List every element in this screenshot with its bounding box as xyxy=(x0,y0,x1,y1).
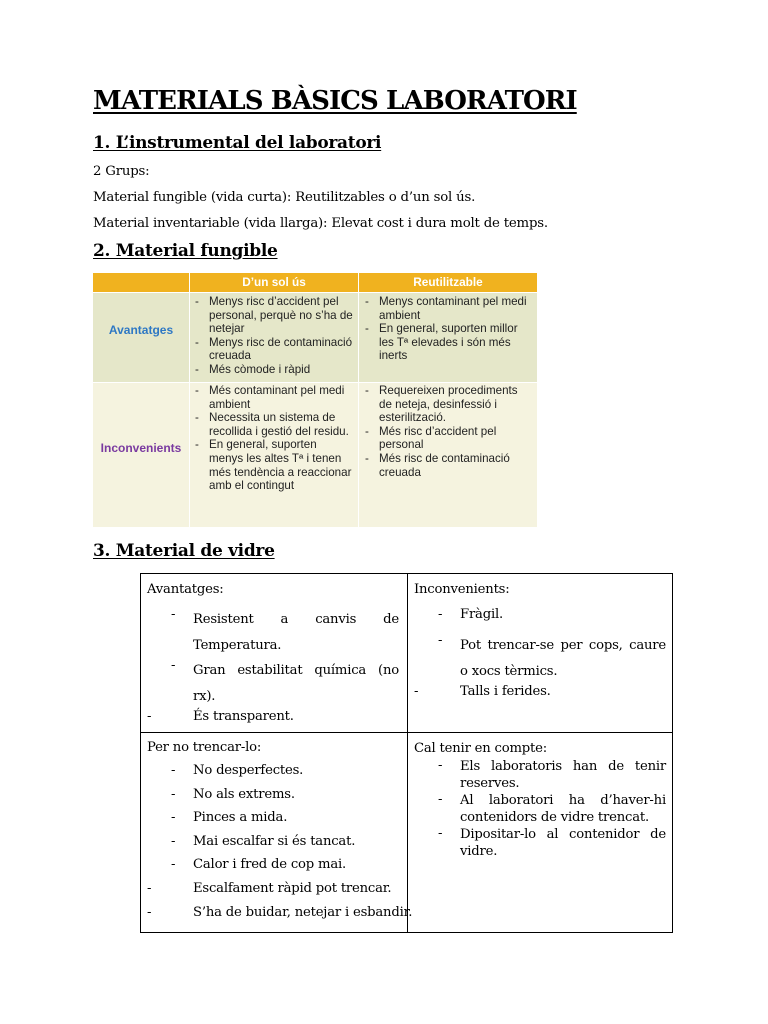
list-item: Pinces a mida. xyxy=(193,810,288,825)
list-dash: - xyxy=(147,709,152,724)
document-title: MATERIALS BÀSICS LABORATORI xyxy=(93,86,577,116)
cell-per-no-trencar xyxy=(141,733,413,933)
cell-list xyxy=(193,384,353,493)
list-item: Pot trencar-se per cops, caure o xocs tèrmics. xyxy=(460,638,666,679)
column-divider xyxy=(189,273,190,527)
list-dash: - xyxy=(171,834,176,849)
row-label-avantatges: Avantatges xyxy=(108,323,174,337)
column-header: D’un sol ús xyxy=(190,273,358,292)
list-item: - Menys risc de contaminació creuada xyxy=(193,336,357,363)
list-item: Calor i fred de cop mai. xyxy=(193,857,347,872)
list-dash: - xyxy=(414,684,419,699)
list-item: - Més contaminant pel medi ambient xyxy=(193,384,353,411)
header-empty xyxy=(93,273,189,292)
list-dash: - xyxy=(438,826,443,841)
list-item: - Menys risc d’accident pel personal, perquè no s’ha de netejar xyxy=(193,295,357,336)
list-dash: - xyxy=(147,905,152,920)
list-item: - Requereixen procediments de neteja, desinfessió i esterilització. xyxy=(363,384,533,425)
section-2-heading: 2. Material fungible xyxy=(93,241,278,261)
list-item: Dipositar-lo al contenidor de vidre. xyxy=(460,827,666,859)
cell-cal-tenir-en-compte xyxy=(408,733,672,933)
list-dash: - xyxy=(147,881,152,896)
list-item: - Menys contaminant pel medi ambient xyxy=(363,295,533,322)
list-item: - En general, suporten menys les altes Tª i tenen més tendència a reaccionar amb el contingut xyxy=(193,438,353,492)
list-item: No desperfectes. xyxy=(193,763,304,778)
list-dash: - xyxy=(171,763,176,778)
list-item: - Més risc de contaminació creuada xyxy=(363,452,533,479)
cell-title: Avantatges: xyxy=(147,582,224,597)
glass-table xyxy=(140,573,673,933)
section-3-heading: 3. Material de vidre xyxy=(93,541,275,561)
list-item: Resistent a canvis de Temperatura. xyxy=(193,612,399,653)
list-dash: - xyxy=(438,633,443,648)
list-item: S’ha de buidar, netejar i esbandir. xyxy=(193,905,413,920)
cell-title: Per no trencar-lo: xyxy=(147,740,262,755)
list-dash: - xyxy=(171,787,176,802)
list-item: No als extrems. xyxy=(193,787,295,802)
cell-inconvenients xyxy=(408,574,672,732)
list-dash: - xyxy=(171,658,176,673)
list-item: - Més risc d’accident pel personal xyxy=(363,425,533,452)
cell-list xyxy=(363,384,533,479)
list-dash: - xyxy=(438,792,443,807)
list-dash: - xyxy=(438,758,443,773)
list-item: Talls i ferides. xyxy=(460,684,551,699)
cell-avantatges xyxy=(141,574,407,732)
list-item: Mai escalfar si és tancat. xyxy=(193,834,356,849)
list-item: Escalfament ràpid pot trencar. xyxy=(193,881,392,896)
list-dash: - xyxy=(171,607,176,622)
cell-title: Cal tenir en compte: xyxy=(414,741,547,756)
list-item: - En general, suporten millor les Tª elevades i són més inerts xyxy=(363,322,533,363)
list-dash: - xyxy=(171,857,176,872)
paragraph-line: Material inventariable (vida llarga): Elevat cost i dura molt de temps. xyxy=(93,216,548,231)
cell-title: Inconvenients: xyxy=(414,582,510,597)
column-divider xyxy=(358,273,359,527)
list-item: Fràgil. xyxy=(460,607,503,622)
paragraph-line: Material fungible (vida curta): Reutilitzables o d’un sol ús. xyxy=(93,190,476,205)
list-dash: - xyxy=(171,810,176,825)
list-dash: - xyxy=(438,607,443,622)
list-item: És transparent. xyxy=(193,709,294,724)
fungible-table xyxy=(93,273,537,527)
list-item: Al laboratori ha d’haver-hi contenidors de vidre trencat. xyxy=(460,793,666,825)
cell-list xyxy=(363,295,533,363)
list-item: Gran estabilitat química (no rx). xyxy=(193,663,399,704)
list-item: - Necessita un sistema de recollida i gestió del residu. xyxy=(193,411,353,438)
list-item: Els laboratoris han de tenir reserves. xyxy=(460,759,666,791)
row-label-inconvenients: Inconvenients xyxy=(100,441,182,455)
list-item: - Més còmode i ràpid xyxy=(193,363,357,377)
cell-list xyxy=(193,295,357,377)
paragraph-line: 2 Grups: xyxy=(93,164,150,179)
section-1-heading: 1. L’instrumental del laboratori xyxy=(93,133,382,153)
column-header: Reutilitzable xyxy=(359,273,537,292)
